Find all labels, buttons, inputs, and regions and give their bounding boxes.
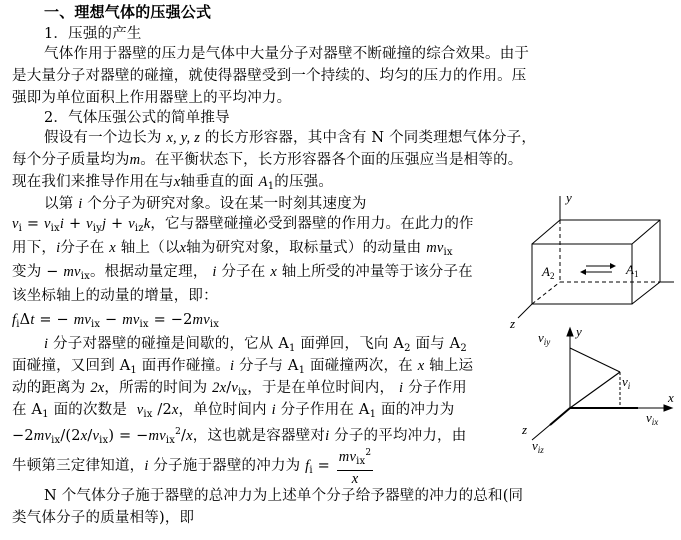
p4-line-5: $-2mv_{ix}/(2x/v_{ix}) = -mv_{ix}^2/x$，这也就是容器壁对i 分子的平均冲力，由 [12, 427, 467, 446]
fig2-label-viy: $v_{iy}$ [538, 330, 551, 347]
subsection-1-title: 1．压强的产生 [44, 26, 142, 42]
p4-line-6: 牛顿第三定律知道，i 分子施于器壁的冲力为 $f_i$ = $\frac{mv_{ix}^2}{x}$ [12, 444, 375, 488]
p3-line-5: 该坐标轴上的动量的增量，即： [12, 288, 218, 304]
p3-line-3: 用下，i分子在 x 轴上（以x轴为研究对象，取标量式）的动量由 $mv_{ix}$ [12, 240, 453, 258]
fig2-label-vix: $v_{ix}$ [646, 410, 659, 427]
p2-line-2: 每个分子质量均为m。在平衡状态下，长方形容器各个面的压强应当是相等的。 [12, 152, 523, 168]
p5-line-1: N 个气体分子施于器壁的总冲力为上述单个分子给予器壁的冲力的总和(同 [44, 488, 524, 504]
p4-line-2: 面碰撞，又回到 $A_1$ 面再作碰撞。i 分子与 $A_1$ 面碰撞两次，在 x 轴上运 [12, 358, 474, 376]
box-top-right-edges [532, 220, 660, 304]
impulse-formula: $f_i\Delta t$ = − $mv_{ix} - mv_{ix} = -2mv_{ix}$ [12, 312, 220, 330]
p3-line-2: $v_i = v_{ix}i + v_{iy}j + v_{iz}k$，它与器壁碰撞必受到器壁的作用力。在此力的作 [12, 216, 474, 234]
p1-line-1: 气体作用于器壁的压力是气体中大量分子对器壁不断碰撞的综合效果。由于 [44, 46, 530, 62]
section-title: 一、理想气体的压强公式 [44, 3, 212, 21]
p1-line-3: 强即为单位面积上作用器壁上的平均冲力。 [12, 90, 292, 106]
p4-line-4: 在 $A_1$ 面的次数是 $v_{ix}$ /2x，单位时间内 i 分子作用在 $A_1$ 面的冲力为 [12, 402, 455, 420]
fig2-label-z: z [522, 422, 528, 437]
p3-line-4: 变为 − $mv_{ix}$。根据动量定理， i 分子在 x 轴上所受的冲量等于该分子在 [12, 264, 473, 282]
subsection-2-title: 2．气体压强公式的简单推导 [44, 110, 230, 126]
fig2-label-vi: $v_i$ [622, 374, 631, 391]
p4-line-3: 动的距离为 2x，所需的时间为 $2x/v_{ix}$，于是在单位时间内， i 分子作用 [12, 380, 467, 398]
collision-arrows [580, 263, 616, 275]
p2-line-3: 现在我们来推导作用在与x轴垂直的面 $A_1$的压强。 [12, 174, 334, 192]
fig1-label-a2: $A_2$ [542, 264, 555, 281]
container-box-figure [508, 190, 678, 330]
p5-line-2: 类气体分子的质量相等)，即 [12, 510, 195, 526]
fig1-label-z: z [510, 316, 516, 330]
p1-line-2: 是大量分子对器壁的碰撞，就使得器壁受到一个持续的、均匀的压力的作用。压 [12, 68, 527, 84]
fig1-label-y: y [566, 190, 572, 205]
fig1-label-a1: $A_1$ [626, 262, 639, 279]
p4-line-1: i 分子对器壁的碰撞是间歇的，它从 $A_1$ 面弹回，飞向 $A_2$ 面与 $A_2$ [44, 336, 467, 354]
p3-line-1: 以第 i 个分子为研究对象。设在某一时刻其速度为 [44, 196, 367, 212]
fig2-label-y: y [576, 326, 582, 339]
vi-vector [570, 372, 620, 408]
velocity-formula: $v_i = v_{ix}i + v_{iy}j + v_{iz}k$ [12, 216, 151, 234]
force-fraction: $\frac{mv_{ix}^2}{x}$ [337, 445, 374, 487]
fig2-label-x: x [668, 390, 674, 405]
velocity-components-figure [518, 326, 678, 456]
z-axis [518, 304, 532, 318]
p2-line-1: 假设有一个边长为 x, y, z 的长方形容器，其中含有 N 个同类理想气体分子， [44, 130, 537, 146]
fig2-label-viz: $v_{iz}$ [532, 438, 544, 455]
